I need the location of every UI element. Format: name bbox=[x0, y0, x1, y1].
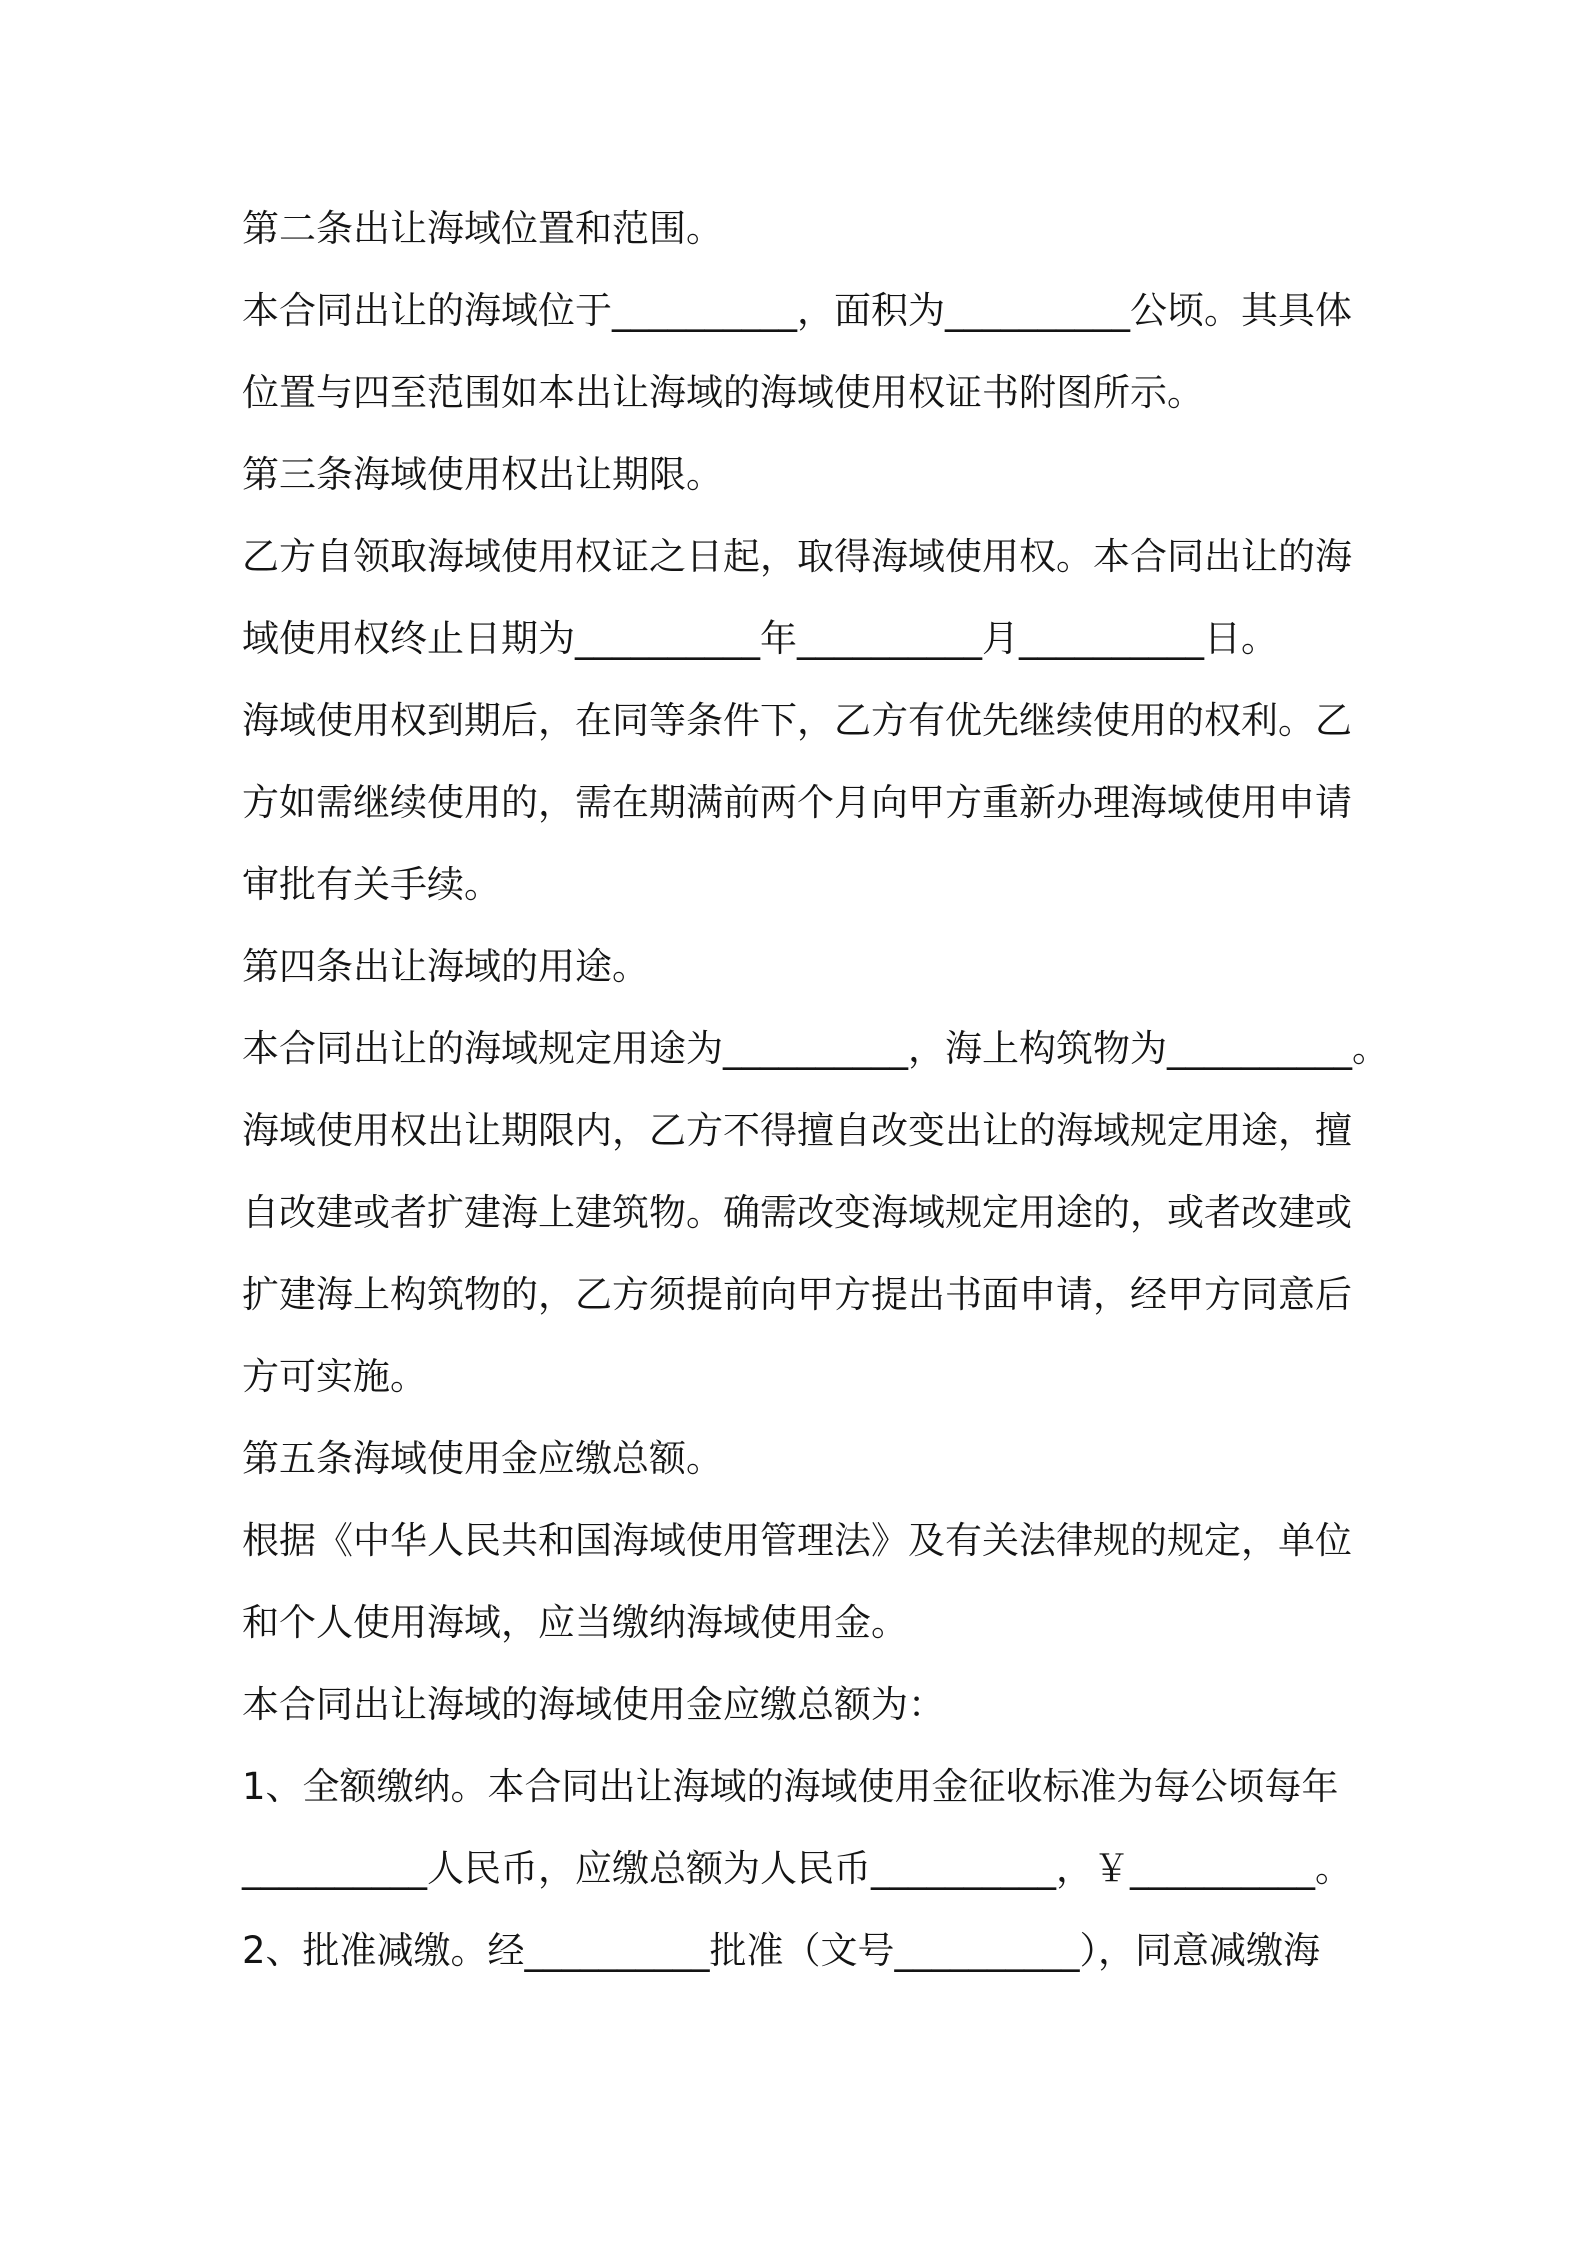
paragraph-line: 方如需继续使用的，需在期满前两个月向甲方重新办理海域使用申请 bbox=[242, 781, 1352, 824]
paragraph-line: 位置与四至范围如本出让海域的海域使用权证书附图所示。 bbox=[242, 371, 1204, 414]
paragraph-line: 扩建海上构筑物的，乙方须提前向甲方提出书面申请，经甲方同意后 bbox=[242, 1273, 1352, 1316]
article-4-heading: 第四条出让海域的用途。 bbox=[242, 945, 649, 988]
paragraph-line: 审批有关手续。 bbox=[242, 863, 501, 906]
paragraph-line: 本合同出让的海域规定用途为__________，海上构筑物为__________。 bbox=[242, 1027, 1389, 1070]
paragraph-line: 域使用权终止日期为__________年__________月__________日。 bbox=[242, 617, 1278, 660]
paragraph-line: 自改建或者扩建海上建筑物。确需改变海域规定用途的，或者改建或 bbox=[242, 1191, 1352, 1234]
article-3-heading: 第三条海域使用权出让期限。 bbox=[242, 453, 723, 496]
article-5-heading: 第五条海域使用金应缴总额。 bbox=[242, 1437, 723, 1480]
paragraph-line: 本合同出让海域的海域使用金应缴总额为： bbox=[242, 1683, 945, 1726]
article-2-heading: 第二条出让海域位置和范围。 bbox=[242, 207, 723, 250]
paragraph-line: 乙方自领取海域使用权证之日起，取得海域使用权。本合同出让的海 bbox=[242, 535, 1352, 578]
paragraph-line: __________人民币，应缴总额为人民币__________，￥__________。 bbox=[242, 1847, 1352, 1890]
paragraph-line: 海域使用权出让期限内，乙方不得擅自改变出让的海域规定用途，擅 bbox=[242, 1109, 1352, 1152]
paragraph-line: 根据《中华人民共和国海域使用管理法》及有关法律规的规定，单位 bbox=[242, 1519, 1352, 1562]
list-item-2: 2、批准减缴。经__________批准（文号__________），同意减缴海 bbox=[242, 1929, 1321, 1972]
paragraph-line: 本合同出让的海域位于__________，面积为__________公顷。其具体 bbox=[242, 289, 1352, 332]
paragraph-line: 方可实施。 bbox=[242, 1355, 427, 1398]
paragraph-line: 和个人使用海域，应当缴纳海域使用金。 bbox=[242, 1601, 908, 1644]
list-item-1: 1、全额缴纳。本合同出让海域的海域使用金征收标准为每公顷每年 bbox=[242, 1765, 1339, 1808]
paragraph-line: 海域使用权到期后，在同等条件下，乙方有优先继续使用的权利。乙 bbox=[242, 699, 1352, 742]
